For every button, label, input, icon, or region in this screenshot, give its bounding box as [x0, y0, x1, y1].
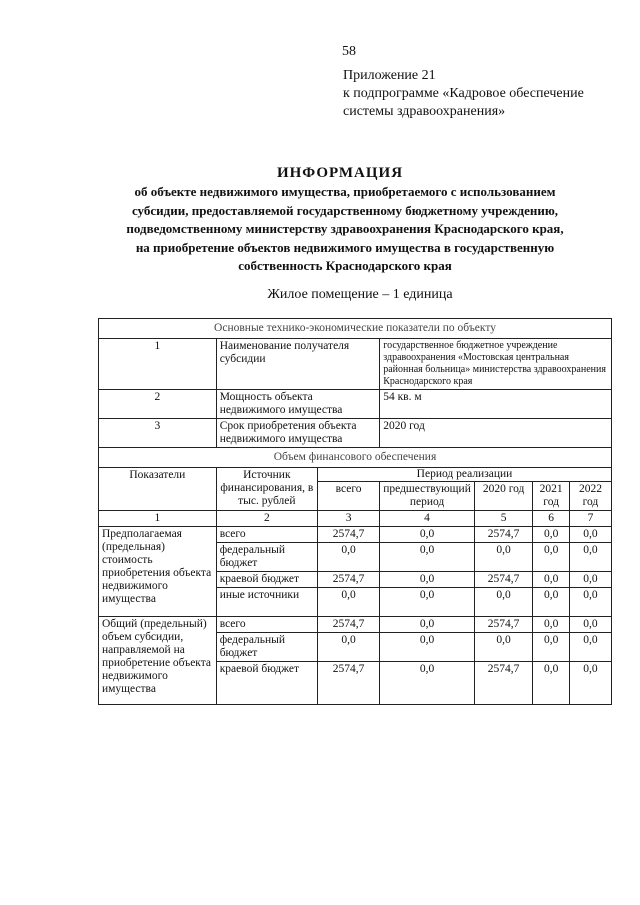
indicator-label: Наименование получателя субсидии [216, 339, 380, 390]
year-2020-cell: 2574,7 [474, 572, 533, 588]
year-2021-cell: 0,0 [533, 527, 570, 543]
subtitle-line-2: субсидии, предоставляемой государственному бюджетному учреждению, [131, 202, 559, 218]
year-2021-cell: 0,0 [533, 617, 570, 633]
source-cell: иные источники [216, 588, 317, 617]
total-cell: 2574,7 [317, 662, 379, 705]
previous-cell: 0,0 [380, 527, 475, 543]
header-previous: предшествующий период [380, 482, 475, 511]
year-2020-cell: 0,0 [474, 588, 533, 617]
appendix-line-2: к подпрограмме «Кадровое обеспечение [343, 86, 584, 101]
table-row [99, 390, 612, 419]
appendix-note [343, 67, 633, 121]
year-2020-cell: 2574,7 [474, 527, 533, 543]
subtitle-line-5: собственность Краснодарского края [238, 258, 452, 273]
year-2021-cell: 0,0 [533, 588, 570, 617]
year-2020-cell: 2574,7 [474, 662, 533, 705]
year-2020-cell: 2574,7 [474, 617, 533, 633]
header-2021: 2021 год [533, 482, 570, 511]
table-row [99, 527, 612, 543]
indicator-label: Срок приобретения объекта недвижимого имущества [216, 419, 380, 448]
table-row [99, 419, 612, 448]
subtitle-line-1: об объекте недвижимого имущества, приобретаемого с использованием [134, 184, 556, 199]
indicator-number: 2 [99, 390, 217, 419]
header-total: всего [317, 482, 379, 511]
group-label: Предполагаемая (предельная) стоимость приобретения объекта недвижимого имущества [99, 527, 217, 617]
column-number: 3 [317, 511, 379, 527]
year-2022-cell: 0,0 [569, 572, 611, 588]
header-source: Источник финансирования, в тыс. рублей [216, 468, 317, 511]
indicator-number: 3 [99, 419, 217, 448]
source-cell: федеральный бюджет [216, 543, 317, 572]
previous-cell: 0,0 [380, 572, 475, 588]
year-2020-cell: 0,0 [474, 633, 533, 662]
source-cell: всего [216, 527, 317, 543]
source-cell: всего [216, 617, 317, 633]
info-table [98, 318, 612, 705]
header-indicators: Показатели [99, 468, 217, 511]
header-period: Период реализации [317, 468, 611, 482]
total-cell: 0,0 [317, 543, 379, 572]
previous-cell: 0,0 [380, 633, 475, 662]
total-cell: 0,0 [317, 633, 379, 662]
total-cell: 2574,7 [317, 617, 379, 633]
source-cell: краевой бюджет [216, 662, 317, 705]
section-header-financing: Объем финансового обеспечения [99, 448, 612, 468]
column-number: 1 [99, 511, 217, 527]
subtitle-line-4: на приобретение объектов недвижимого имущества в государственную [135, 239, 555, 255]
column-number: 7 [569, 511, 611, 527]
year-2022-cell: 0,0 [569, 588, 611, 617]
indicators-section [99, 319, 612, 468]
previous-cell: 0,0 [380, 617, 475, 633]
year-2022-cell: 0,0 [569, 617, 611, 633]
indicator-value: 54 кв. м [380, 390, 612, 419]
year-2021-cell: 0,0 [533, 633, 570, 662]
indicator-label: Мощность объекта недвижимого имущества [216, 390, 380, 419]
section-header-indicators: Основные технико-экономические показатели по объекту [99, 319, 612, 339]
column-number: 6 [533, 511, 570, 527]
year-2021-cell: 0,0 [533, 543, 570, 572]
year-2020-cell: 0,0 [474, 543, 533, 572]
source-cell: федеральный бюджет [216, 633, 317, 662]
appendix-line-3: системы здравоохранения» [343, 104, 506, 119]
year-2021-cell: 0,0 [533, 572, 570, 588]
source-cell: краевой бюджет [216, 572, 317, 588]
column-number: 5 [474, 511, 533, 527]
document-title: ИНФОРМАЦИЯ [276, 165, 404, 181]
year-2022-cell: 0,0 [569, 527, 611, 543]
year-2022-cell: 0,0 [569, 633, 611, 662]
indicator-number: 1 [99, 339, 217, 390]
indicator-value: государственное бюджетное учреждение здравоохранения «Мостовская центральная районная больница» министерства здравоохранения Краснодарского края [380, 339, 612, 390]
previous-cell: 0,0 [380, 662, 475, 705]
group-label: Общий (предельный) объем субсидии, направляемой на приобретение объекта недвижимого имущества [99, 617, 217, 705]
column-number: 4 [380, 511, 475, 527]
column-number: 2 [216, 511, 317, 527]
indicator-value: 2020 год [380, 419, 612, 448]
page-number: 58 [342, 44, 356, 59]
year-2021-cell: 0,0 [533, 662, 570, 705]
table-row [99, 617, 612, 633]
document-subtitle [70, 183, 620, 276]
subtitle-line-3: подведомственному министерству здравоохранения Краснодарского края, [126, 221, 564, 236]
header-2020: 2020 год [474, 482, 533, 511]
appendix-line-1: Приложение 21 [343, 68, 436, 83]
header-2022: 2022 год [569, 482, 611, 511]
financing-section [99, 468, 612, 705]
table-row [99, 339, 612, 390]
total-cell: 2574,7 [317, 572, 379, 588]
object-unit-line: Жилое помещение – 1 единица [267, 287, 453, 302]
previous-cell: 0,0 [380, 588, 475, 617]
total-cell: 0,0 [317, 588, 379, 617]
total-cell: 2574,7 [317, 527, 379, 543]
year-2022-cell: 0,0 [569, 543, 611, 572]
previous-cell: 0,0 [380, 543, 475, 572]
year-2022-cell: 0,0 [569, 662, 611, 705]
